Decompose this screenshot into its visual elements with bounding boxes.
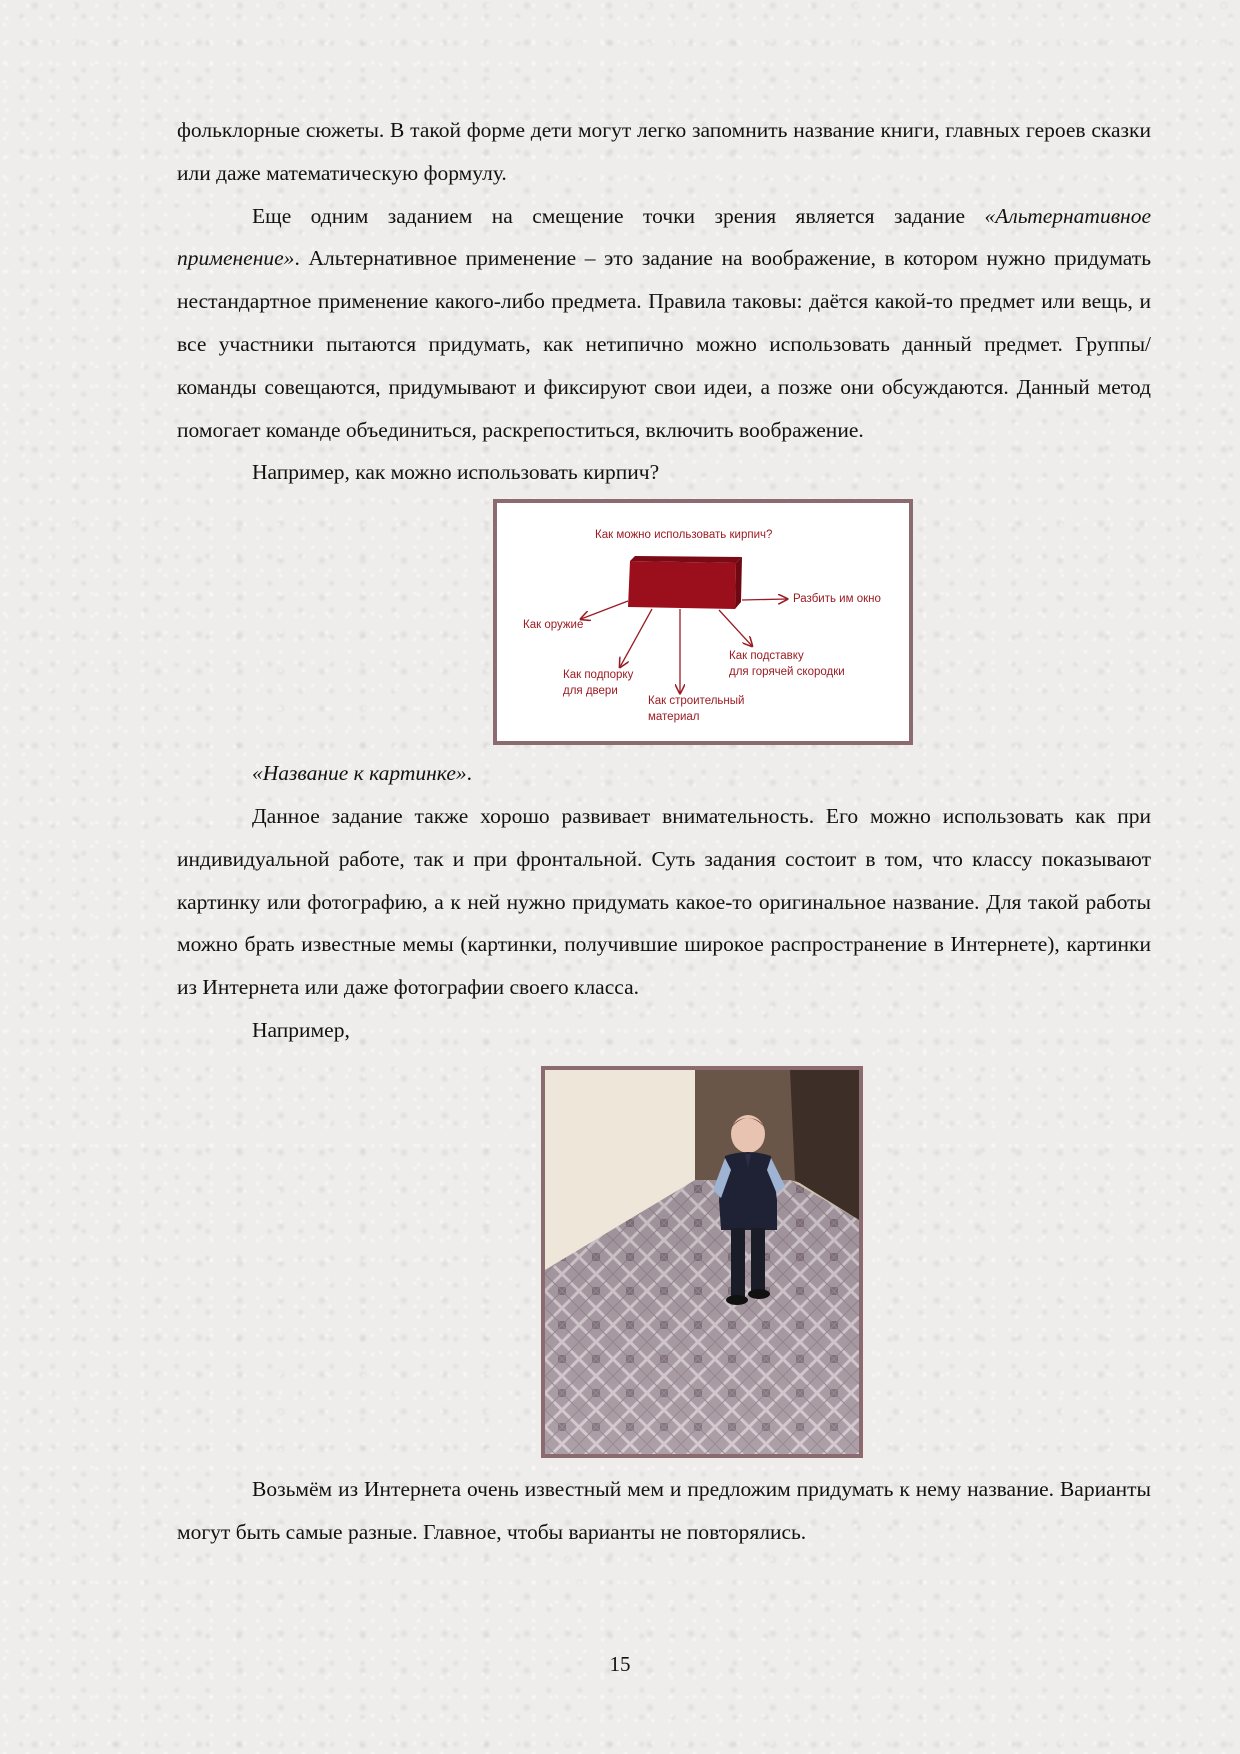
paragraph-alternative-use: [177, 195, 1151, 452]
arrow-weapon: [581, 601, 628, 619]
arrow-door: [620, 609, 652, 667]
brick-shape: [628, 556, 742, 609]
label-material-line2: материал: [648, 711, 700, 724]
paragraph-example: Например,: [252, 1017, 350, 1042]
label-door-line2: для двери: [563, 685, 618, 698]
paragraph-lead: Еще одним заданием на смещение точки зрения является задание: [252, 203, 985, 228]
label-weapon: Как оружие: [523, 619, 584, 632]
paragraph-folklore: фольклорные сюжеты. В такой форме дети могут легко запомнить название книги, главных героев сказки или даже математическую формулу.: [177, 118, 1151, 185]
term-period: .: [466, 761, 472, 786]
page-number: 15: [609, 1652, 631, 1676]
paragraph-brick-question: Например, как можно использовать кирпич?: [252, 460, 660, 485]
paragraph-rest: . Альтернативное применение – это задание на воображение, в котором нужно придумать нестандартное применение какого-либо предмета. Правила таковы: даётся какой-то предмет или вещь, и все участники пытаются придумать, как нетипично можно использовать данный предмет. Группы/команды совещаются, придумывают и фиксируют свои идеи, а позже они обсуждаются. Данный метод помогает команде объединиться, раскрепоститься, включить воображение.: [177, 246, 1151, 442]
paragraph-caption-task: [177, 752, 1151, 795]
term-alternative-use: «Альтернативное применение»: [177, 203, 1151, 271]
label-window: Разбить им окно: [793, 593, 881, 606]
arrow-stand: [719, 610, 752, 646]
brick-diagram: [493, 499, 913, 745]
paragraph-caption-description: Данное задание также хорошо развивает внимательность. Его можно использовать как при индивидуальной работе, так и при фронтальной. Суть задания состоит в том, что классу показывают картинку или фотографию, а к ней нужно придумать какое-то оригинальное название. Для такой работы можно брать известные мемы (картинки, получившие широкое распространение в Интернете), картинки из Интернета или даже фотографии своего класса.: [177, 803, 1151, 1000]
label-door-line1: Как подпорку: [563, 669, 634, 682]
label-stand-line1: Как подставку: [729, 650, 804, 663]
arrow-window: [742, 599, 787, 600]
diagram-title: Как можно использовать кирпич?: [595, 529, 773, 542]
label-material-line1: Как строительный: [648, 695, 745, 708]
label-stand-line2: для горячей скородки: [729, 666, 845, 679]
term-picture-caption: «Название к картинке»: [252, 761, 467, 786]
paragraph-meme-task: Возьмём из Интернета очень известный мем и предложим придумать к нему название. Варианты могут быть самые разные. Главное, чтобы варианты не повторялись.: [177, 1476, 1151, 1544]
page-body: [177, 109, 1151, 1553]
meme-photo: [541, 1066, 863, 1458]
